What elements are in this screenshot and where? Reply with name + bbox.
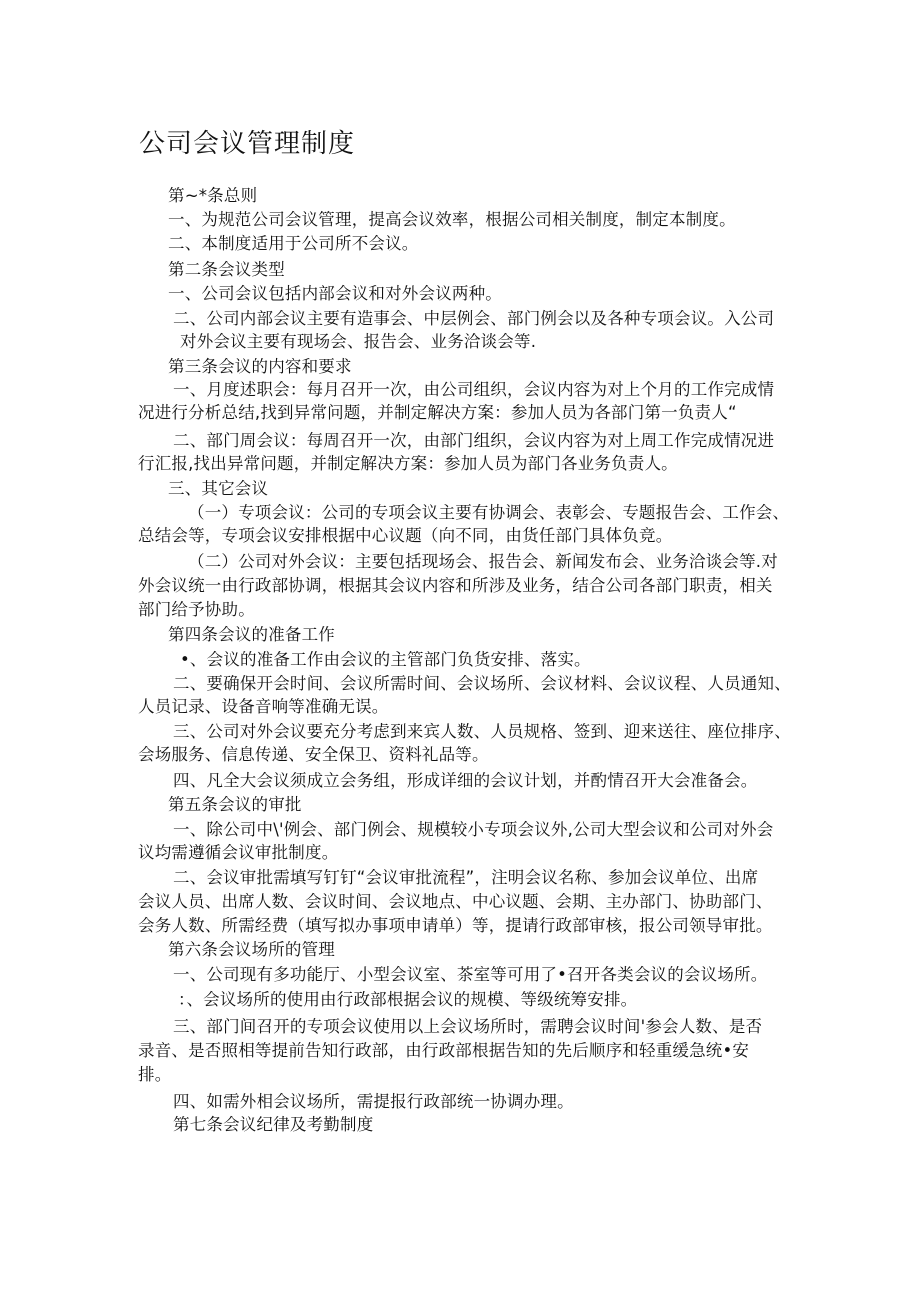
paragraph-line: 四、如需外相会议场所，需提报行政部统一协调办理。 [173,1092,574,1111]
paragraph-line: 二、要确保开会时间、会议所需时间、会议场所、会议材料、会议议程、人员通知、 [173,674,791,693]
section-heading: 第四条会议的准备工作 [168,625,335,644]
paragraph-line: 部门给予协助。 [138,600,255,619]
section-heading: 第~*条总则 [168,186,258,205]
paragraph-line: 三、其它会议 [168,479,269,498]
paragraph-line: 对外会议主要有现场会、报告会、业务洽谈会等. [180,332,537,351]
paragraph-line: 议均需遵循会议审批制度。 [138,843,339,862]
paragraph-line: 二、会议审批需填写钉钉“会议审批流程”，注明会议名称、参加会议单位、出席 [173,868,759,887]
paragraph-line: 录音、是否照相等提前告知行政部，由行政部根据告知的先后顺序和轻重缓急统•安 [138,1041,750,1060]
paragraph-line: 四、凡全大会议须成立会务组，形成详细的会议计划，并酌情召开大会准备会。 [173,771,758,790]
section-heading: 第七条会议纪律及考勤制度 [173,1115,374,1134]
document-title: 公司会议管理制度 [139,129,356,159]
paragraph-line: 会务人数、所需经费（填写拟办事项申请单）等，提请行政部审核，报公司领导审批。 [138,916,773,935]
section-heading: 第五条会议的审批 [168,795,302,814]
paragraph-line: 一、月度述职会：每月召开一次，由公司组织，会议内容为对上个月的工作完成情 [173,380,775,399]
paragraph-line: 人员记录、设备音响等准确无误。 [138,697,389,716]
paragraph-line: 三、公司对外会议要充分考虑到来宾人数、人员规格、签到、迎来送往、座位排序、 [173,722,791,741]
paragraph-line: 会议人员、出席人数、会议时间、会议地点、中心议题、会期、主办部门、协助部门、 [138,892,773,911]
paragraph-line: ：、会议场所的使用由行政部根据会议的规模、等级统筹安排。 [178,990,638,1009]
paragraph-line: 一、公司会议包括内部会议和对外会议两种。 [168,284,502,303]
section-heading: 第六条会议场所的管理 [168,940,335,959]
paragraph-line: 二、部门周会议：每周召开一次，由部门组织，会议内容为对上周工作完成情况进 [173,431,775,450]
paragraph-line: 总结会等，专项会议安排根据中心议题（向不同，由货任部门具体负竞。 [138,526,673,545]
paragraph-line: 二、公司内部会议主要有造事会、中层例会、部门例会以及各种专项会议。入公司 [173,309,775,328]
paragraph-line: 排。 [138,1065,172,1084]
paragraph-line: 会场服务、信息传递、安全保卫、资料礼品等。 [138,745,489,764]
paragraph-line: 外会议统一由行政部协调，根据其会议内容和所涉及业务，结合公司各部门职责，相关 [138,576,773,595]
paragraph-line: 三、部门间召开的专项会议使用以上会议场所时，需聘会议时间'参会人数、是否 [173,1017,763,1036]
section-heading: 第二条会议类型 [168,260,285,279]
paragraph-line: 行汇报,找出异常问题，并制定解决方案：参加人员为部门各业务负责人。 [138,454,678,473]
paragraph-line: 一、除公司中\'例会、部门例会、规模较小专项会议外,公司大型会议和公司对外会 [173,820,774,839]
paragraph-line: 一、公司现有多功能厅、小型会议室、茶室等可用了•召开各类会议的会议场所。 [173,965,768,984]
paragraph-line: （一）专项会议：公司的专项会议主要有协调会、表彰会、专题报告会、工作会、 [188,503,790,522]
paragraph-line: 况进行分析总结,找到异常问题，并制定解决方案：参加人员为各部门第一负责人“ [138,403,737,422]
paragraph-line: 一、为规范公司会议管理，提高会议效率，根据公司相关制度，制定本制度。 [168,210,736,229]
paragraph-line: 二、本制度适用于公司所不会议。 [168,234,419,253]
paragraph-line: •、会议的准备工作由会议的主管部门负货安排、落实。 [180,650,591,669]
paragraph-line: （二）公司对外会议：主要包括现场会、报告会、新闻发布会、业务洽谈会等.对 [188,552,778,571]
section-heading: 第三条会议的内容和要求 [168,357,352,376]
